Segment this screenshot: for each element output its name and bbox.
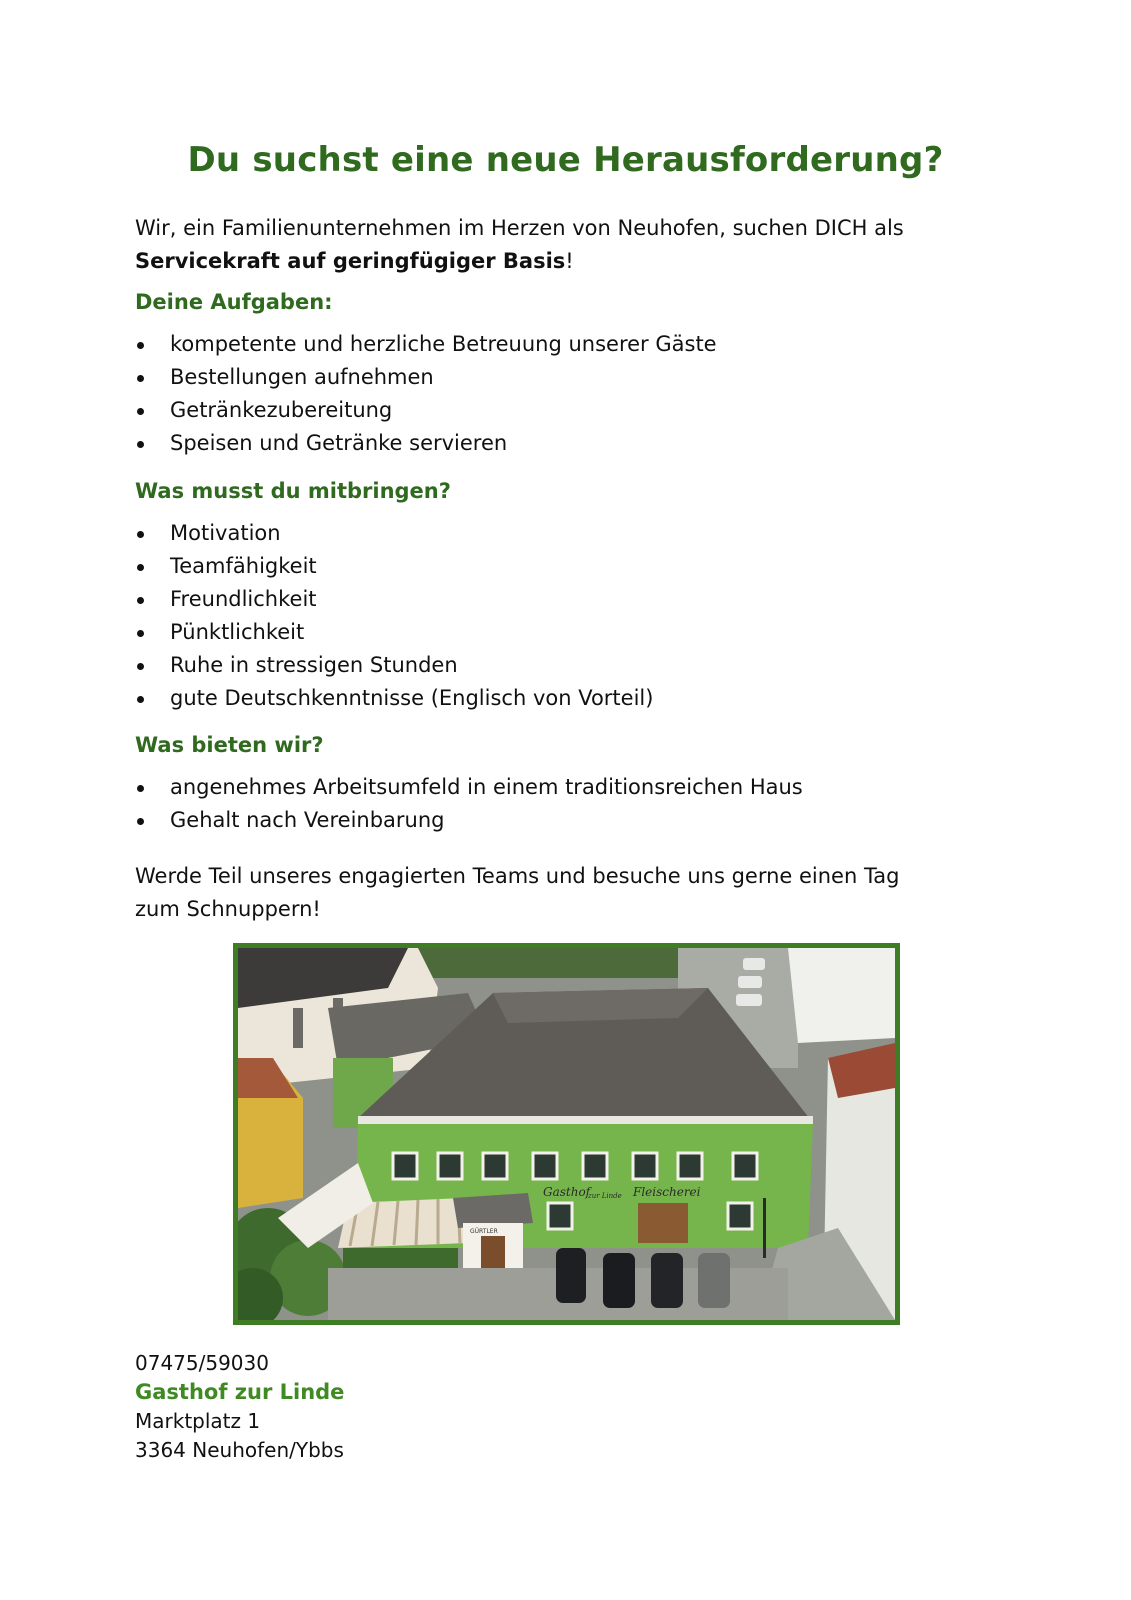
sign-left: Gasthof [543,1185,591,1199]
page-title: Du suchst eine neue Herausforderung? [187,140,944,180]
list-item: Gehalt nach Vereinbarung [135,804,803,837]
list-item: kompetente und herzliche Betreuung unserer Gäste [135,328,717,361]
list-item: Speisen und Getränke servieren [135,427,717,460]
intro-position: Servicekraft auf geringfügiger Basis [135,249,566,273]
closing-paragraph: Werde Teil unseres engagierten Teams und besuche uns gerne einen Tag zum Schnuppern! [135,864,900,921]
sign-mid: zur Linde [588,1192,622,1200]
section-heading-tasks: Deine Aufgaben: [135,290,333,314]
sign-right: Fleischerei [633,1185,701,1199]
contact-business-name: Gasthof zur Linde [135,1380,345,1404]
gasthof-aerial-illustration [238,948,895,1320]
list-item: angenehmes Arbeitsumfeld in einem traditionsreichen Haus [135,771,803,804]
offer-list [135,771,803,837]
requirements-list [135,517,653,715]
intro-text: Wir, ein Familienunternehmen im Herzen von Neuhofen, suchen DICH als [135,216,904,240]
list-item: Getränkezubereitung [135,394,717,427]
contact-street: Marktplatz 1 [135,1409,261,1433]
intro-paragraph [135,212,935,278]
list-item: Motivation [135,517,653,550]
entrance-sign: GÜRTLER [470,1228,498,1235]
list-item: Pünktlichkeit [135,616,653,649]
building-photo [233,943,900,1325]
contact-phone: 07475/59030 [135,1351,269,1375]
list-item: gute Deutschkenntnisse (Englisch von Vorteil) [135,682,653,715]
list-item: Ruhe in stressigen Stunden [135,649,653,682]
section-heading-requirements: Was musst du mitbringen? [135,479,451,503]
intro-suffix: ! [565,249,574,273]
list-item: Freundlichkeit [135,583,653,616]
contact-block [135,1349,344,1465]
list-item: Bestellungen aufnehmen [135,361,717,394]
tasks-list [135,328,717,460]
list-item: Teamfähigkeit [135,550,653,583]
section-heading-offer: Was bieten wir? [135,733,324,757]
contact-city: 3364 Neuhofen/Ybbs [135,1438,344,1462]
